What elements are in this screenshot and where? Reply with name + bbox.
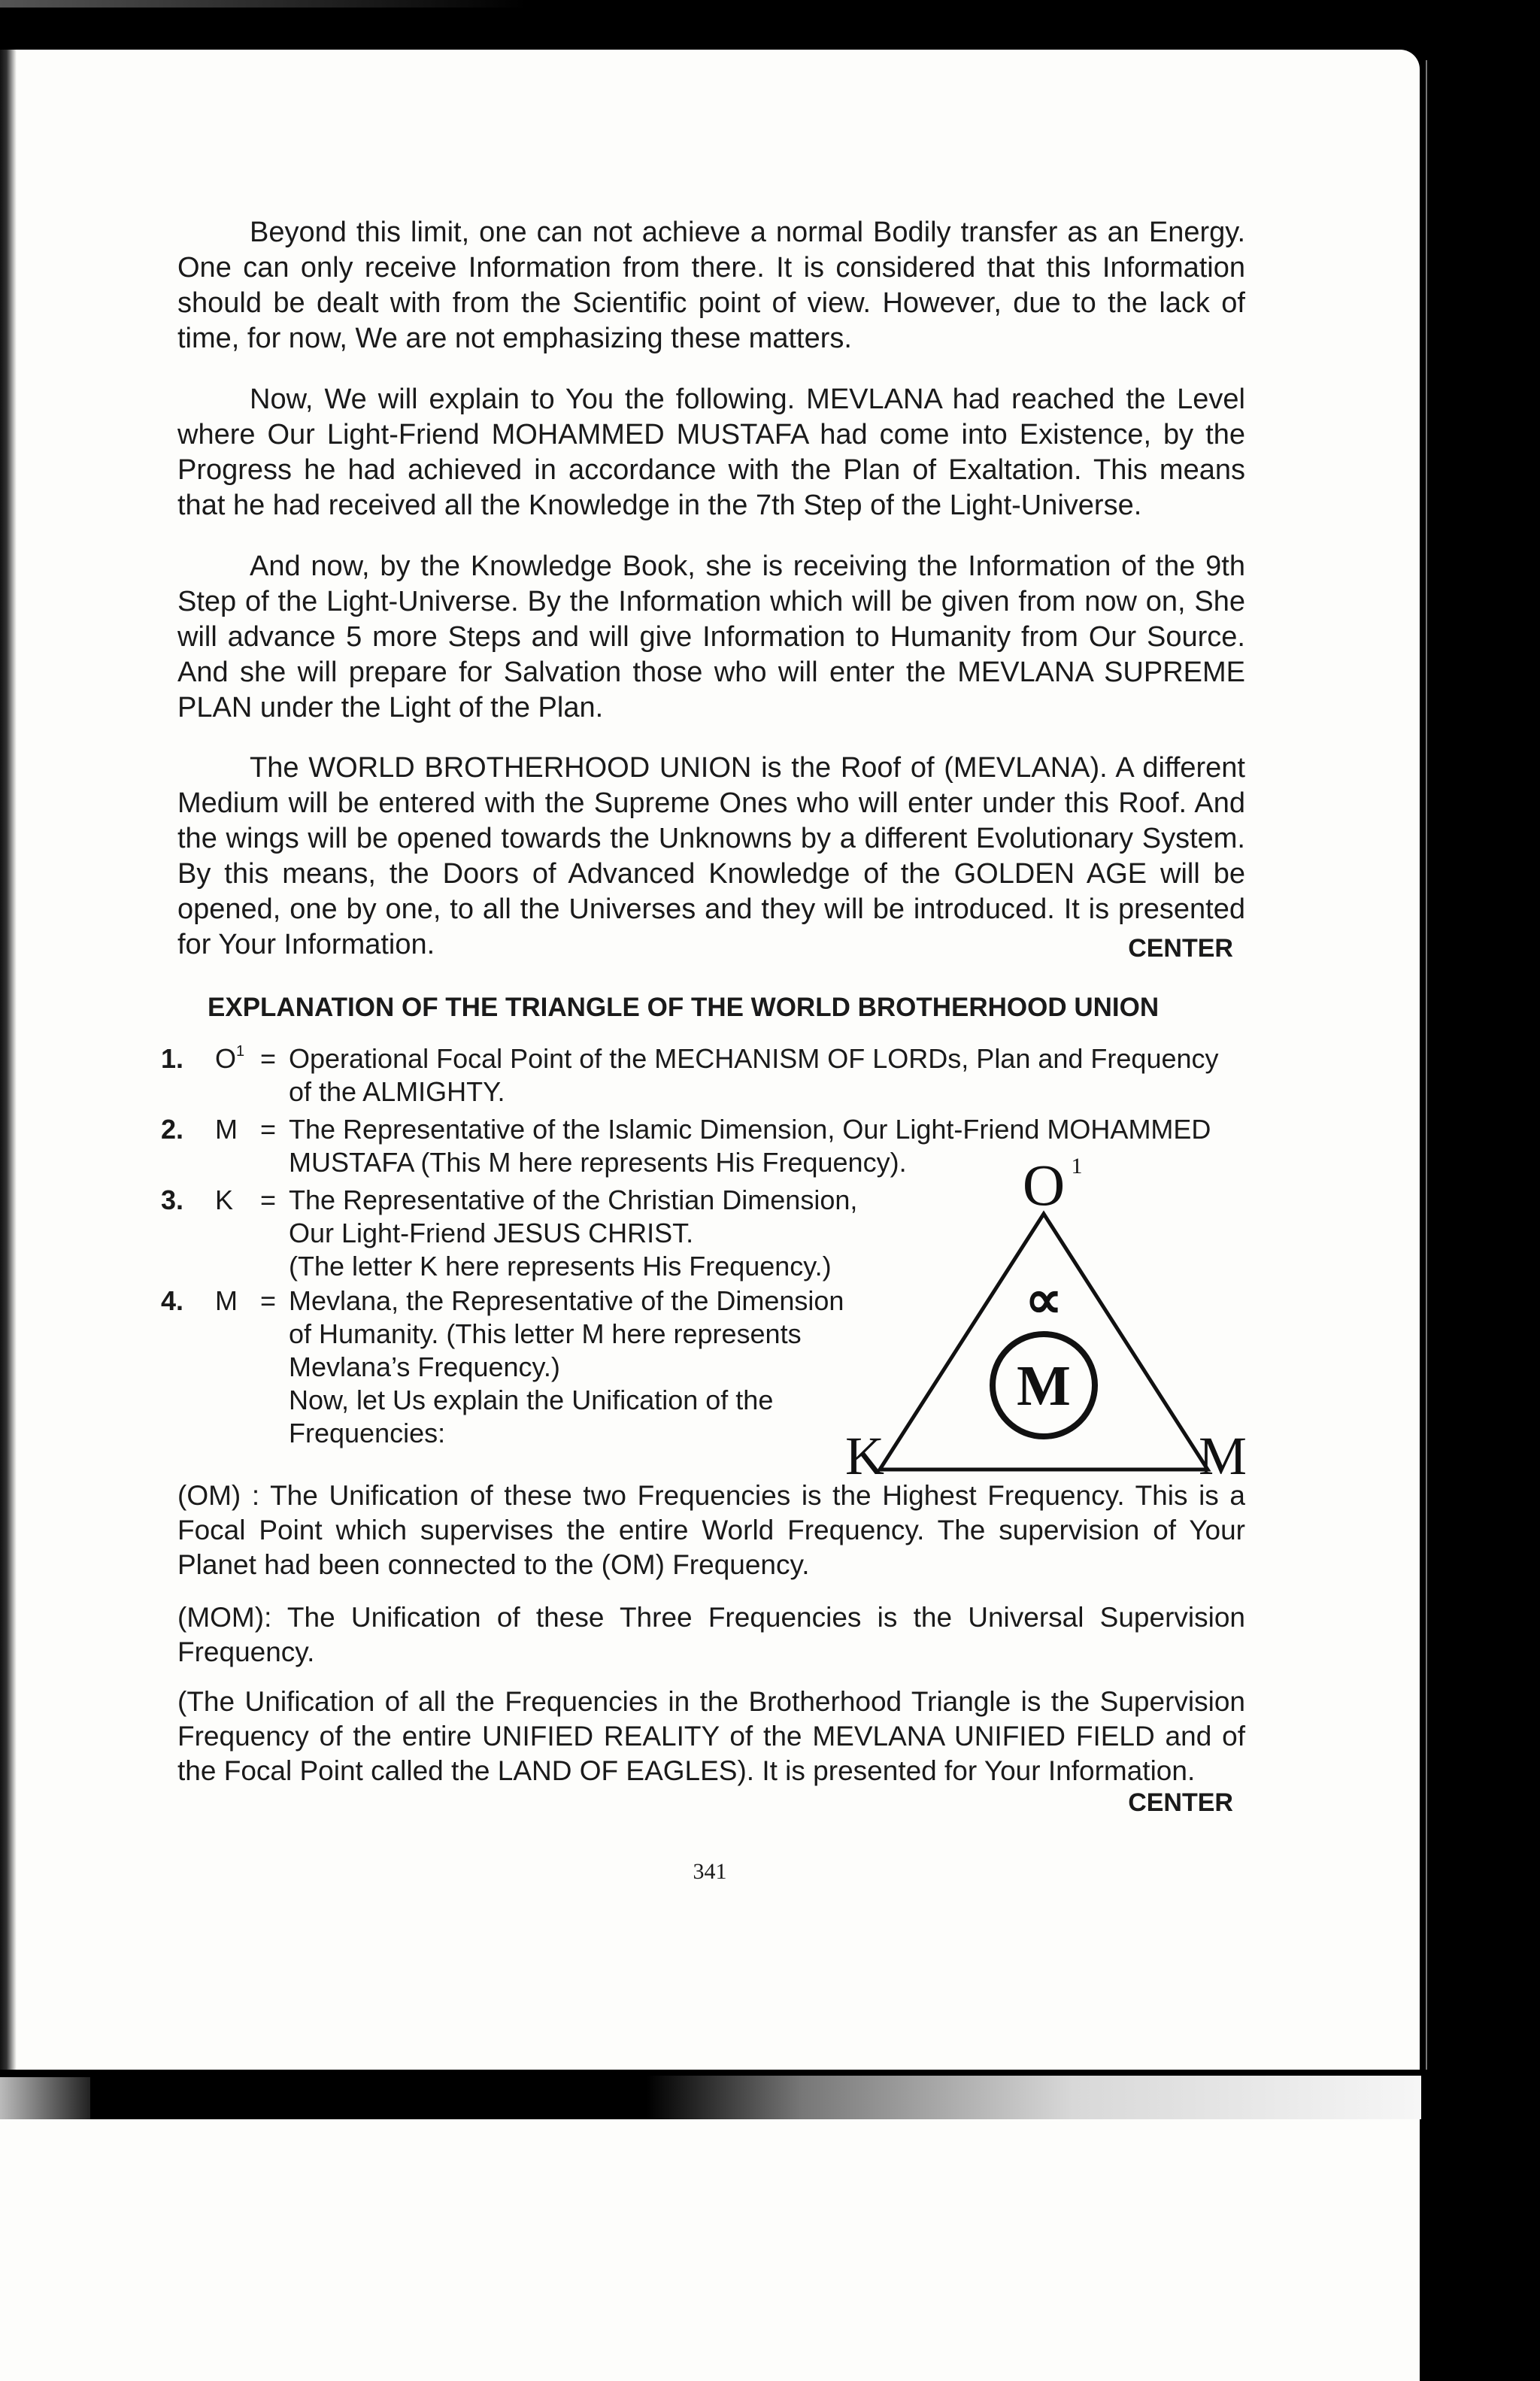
triangle-left-label: K [845,1426,884,1486]
item-symbol: $O^1$ [215,1043,245,1074]
triangle-top-superscript: 1 [1071,1154,1083,1178]
item-text: Mevlana, the Representative of the Dimension of Humanity. (This letter M here represents Mevlana’s Frequency.) Now, let Us explain the Unification of the Frequencies: [289,1285,844,1448]
mom-paragraph: (MOM): The Unification of these Three Frequencies is the Universal Supervision Frequency. [177,1602,1245,1667]
proportional-symbol-icon: ∝ [1024,1272,1063,1330]
bottom-left-scan-glare [0,2077,90,2119]
triangle-right-label: M [1198,1426,1247,1486]
equals-sign: = [260,1285,277,1316]
paragraph-2: Now, We will explain to You the following. MEVLANA had reached the Level where Our Light-Friend MOHAMMED MUSTAFA had come into Existence, by the Progress he had achieved in accordance with the Plan of Exaltation. This means that he had received all the Knowledge in the 7th Step of the Light-Universe. [177,384,1245,521]
paragraph-4: The WORLD BROTHERHOOD UNION is the Roof of (MEVLANA). A different Medium will be entered with the Supreme Ones who will enter under this Roof. And the wings will be opened towards the Unknowns by a different Evolutionary System. By this means, the Doors of Advanced Knowledge of the GOLDEN AGE will be opened, one by one, to all the Universes and they will be introduced. It is presented for Your Information. [177,752,1245,960]
triangle-outline [880,1214,1208,1470]
paragraph-1: Beyond this limit, one can not achieve a normal Bodily transfer as an Energy. One can only receive Information from there. It is considered that this Information should be dealt with from the Scientific point of view. However, due to the lack of time, for now, We are not emphasizing these matters. [177,217,1245,354]
section-heading: EXPLANATION OF THE TRIANGLE OF THE WORLD BROTHERHOOD UNION [208,993,1160,1022]
paragraph-3: And now, by the Knowledge Book, she is receiving the Information of the 9th Step of the Light-Universe. By the Information which will be given from now on, She will advance 5 more Steps and will give Information to Humanity from Our Source. And she will prepare for Salvation those who will enter the MEVLANA SUPREME PLAN under the Light of the Plan. [177,551,1245,723]
item-symbol: M [215,1114,238,1145]
equals-sign: = [260,1184,277,1215]
signature-center-2: CENTER [1128,1788,1233,1817]
item-number: 3. [161,1184,184,1215]
brotherhood-triangle-diagram [845,1152,1247,1497]
item-symbol: M [215,1285,238,1316]
item-number: 1. [161,1043,184,1074]
unification-paragraph: (The Unification of all the Frequencies in the Brotherhood Triangle is the Supervision Frequency of the entire UNIFIED REALITY of the MEVLANA UNIFIED FIELD and of the Focal Point called the LAND OF EAGLES). It is presented for Your Information. [177,1686,1245,1786]
signature-center-1: CENTER [1128,934,1233,963]
equals-sign: = [260,1114,277,1145]
page-edge-line [1426,60,1427,2091]
item-text: The Representative of the Christian Dimension, Our Light-Friend JESUS CHRIST. (The letter K here represents His Frequency.) [289,1184,858,1281]
top-scan-edge [0,0,526,8]
triangle-center-label: M [1017,1354,1071,1418]
bottom-scan-glare [647,2076,1421,2119]
om-paragraph: (OM) : The Unification of these two Frequencies is the Highest Frequency. This is a Focal Point which supervises the entire World Frequency. The supervision of Your Planet had been connected to the (OM) Frequency. [177,1480,1245,1580]
item-number: 2. [161,1114,184,1145]
item-number: 4. [161,1285,184,1316]
item-symbol: K [215,1184,234,1215]
item-text: The Representative of the Islamic Dimension, Our Light-Friend MOHAMMED MUSTAFA (This M here represents His Frequency). [289,1114,1211,1178]
item-text: Operational Focal Point of the MECHANISM OF LORDs, Plan and Frequency of the ALMIGHTY. [289,1043,1219,1107]
triangle-top-label: O [1022,1152,1066,1218]
page-number: 341 [693,1859,727,1884]
binding-shadow [0,50,17,2080]
equals-sign: = [260,1043,277,1074]
